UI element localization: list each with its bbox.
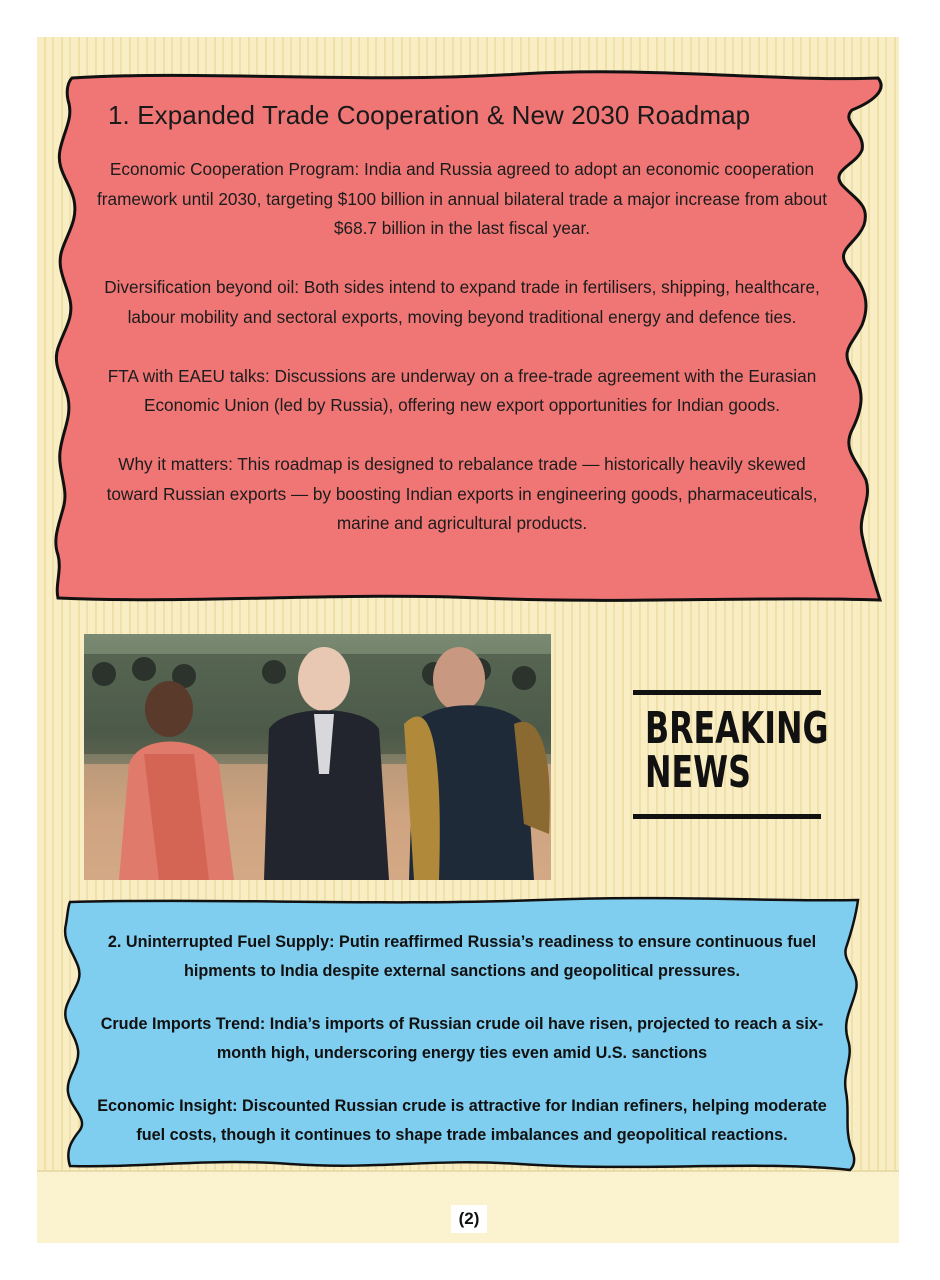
page-number: (2): [451, 1205, 487, 1233]
trade-paragraph: Why it matters: This roadmap is designed to rebalance trade — historically heavily skewed toward Russian exports — by boosting Indian exports in engineering goods, pharmaceuticals, marine and agricultural products.: [106, 454, 818, 533]
trade-paragraph: FTA with EAEU talks: Discussions are underway on a free-trade agreement with the Eurasian Economic Union (led by Russia), offering new export opportunities for Indian goods.: [107, 365, 817, 415]
trade-paragraph: Diversification beyond oil: Both sides intend to expand trade in fertilisers, shipping, healthcare, labour mobility and sectoral exports, moving beyond traditional energy and defence ties.: [104, 277, 820, 327]
breaking-news-text: BREAKING NEWS: [645, 703, 829, 798]
fuel-paragraph: 2. Uninterrupted Fuel Supply: Putin reaffirmed Russia’s readiness to ensure continuous fuel hipments to India despite external sanctions and geopolitical pressures.: [107, 933, 817, 980]
trade-section-title: 1. Expanded Trade Cooperation & New 2030 Roadmap: [108, 100, 751, 130]
fuel-paragraph: Crude Imports Trend: India’s imports of Russian crude oil have risen, projected to reach a six-month high, underscoring energy ties even amid U.S. sanctions: [100, 1015, 824, 1062]
fuel-paragraph: Economic Insight: Discounted Russian crude is attractive for Indian refiners, helping moderate fuel costs, though it continues to shape trade imbalances and geopolitical reactions.: [97, 1097, 827, 1144]
trade-paragraph: Economic Cooperation Program: India and Russia agreed to adopt an economic cooperation framework until 2030, targeting $100 billion in annual bilateral trade a major increase from about $68.7 billion in the last fiscal year.: [97, 159, 827, 238]
fuel-section-body: [82, 928, 842, 1174]
